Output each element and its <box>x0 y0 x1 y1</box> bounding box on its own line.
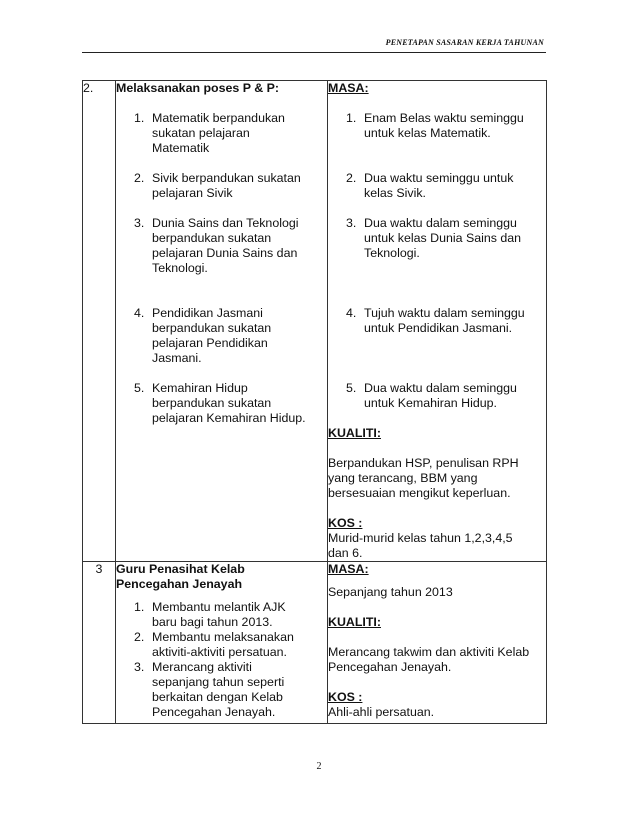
list-item <box>116 306 327 366</box>
target-cell <box>328 562 547 724</box>
item-line: Membantu melantik AJK <box>152 600 286 614</box>
item-line: pelajaran Kemahiran Hidup. <box>152 411 306 425</box>
list-item <box>328 306 546 336</box>
list-item <box>328 216 546 261</box>
item-line: aktiviti-aktiviti persatuan. <box>152 645 287 659</box>
item-line: Matematik berpandukan <box>152 111 285 125</box>
list-item <box>116 111 327 156</box>
masa-list <box>328 111 546 411</box>
item-line: Dunia Sains dan Teknologi <box>152 216 299 230</box>
item-number: 2. <box>346 171 357 185</box>
kualiti-label: KUALITI: <box>328 615 381 629</box>
kualiti-label: KUALITI: <box>328 426 381 440</box>
item-line: kelas Sivik. <box>364 186 426 200</box>
masa-label: MASA: <box>328 562 369 576</box>
page-number: 2 <box>316 761 322 772</box>
row-number: 2. <box>83 81 116 562</box>
item-number: 1. <box>134 111 145 125</box>
item-line: Tujuh waktu dalam seminggu <box>364 306 525 320</box>
list-item <box>328 171 546 201</box>
item-line: Sivik berpandukan sukatan <box>152 171 301 185</box>
item-line: baru bagi tahun 2013. <box>152 615 273 629</box>
item-number: 4. <box>134 306 145 320</box>
row-number: 3 <box>83 562 116 724</box>
text-line: bersesuaian mengikut keperluan. <box>328 486 511 500</box>
item-number: 3. <box>346 216 357 230</box>
item-line: berkaitan dengan Kelab <box>152 690 283 704</box>
list-item <box>116 660 327 720</box>
item-line: Membantu melaksanakan <box>152 630 294 644</box>
text-line: Merancang takwim dan aktiviti Kelab <box>328 645 530 659</box>
item-number: 5. <box>346 381 357 395</box>
activity-list <box>116 600 327 720</box>
item-line: Kemahiran Hidup <box>152 381 248 395</box>
list-item <box>328 381 546 411</box>
text-line: Pencegahan Jenayah. <box>328 660 452 674</box>
kualiti-text <box>328 456 546 501</box>
activity-list <box>116 111 327 426</box>
kos-label: KOS : <box>328 516 363 530</box>
item-number: 3. <box>134 216 145 230</box>
table-row <box>83 81 547 562</box>
item-line: Enam Belas waktu seminggu <box>364 111 524 125</box>
list-item <box>328 111 546 141</box>
item-line: berpandukan sukatan <box>152 321 272 335</box>
item-line: pelajaran Dunia Sains dan <box>152 246 298 260</box>
item-line: Pencegahan Jenayah. <box>152 705 276 719</box>
list-item <box>116 216 327 276</box>
activity-heading <box>116 562 327 592</box>
item-line: untuk kelas Dunia Sains dan <box>364 231 522 245</box>
masa-text: Sepanjang tahun 2013 <box>328 585 453 599</box>
text-line: Berpandukan HSP, penulisan RPH <box>328 456 519 470</box>
item-line: berpandukan sukatan <box>152 396 272 410</box>
item-line: Dua waktu seminggu untuk <box>364 171 514 185</box>
item-line: Jasmani. <box>152 351 202 365</box>
work-target-table <box>82 80 547 724</box>
list-item <box>116 600 327 630</box>
item-line: pelajaran Pendidikan <box>152 336 268 350</box>
item-line: Dua waktu dalam seminggu <box>364 216 517 230</box>
item-number: 5. <box>134 381 145 395</box>
item-line: Dua waktu dalam seminggu <box>364 381 517 395</box>
item-number: 1. <box>346 111 357 125</box>
table-row <box>83 562 547 724</box>
item-line: Merancang aktiviti <box>152 660 252 674</box>
item-line: pelajaran Sivik <box>152 186 233 200</box>
list-item <box>116 381 327 426</box>
kos-text: Ahli-ahli persatuan. <box>328 705 435 719</box>
kos-text <box>328 531 546 561</box>
item-line: untuk kelas Matematik. <box>364 126 491 140</box>
item-number: 1. <box>134 600 145 614</box>
activity-cell <box>116 81 328 562</box>
list-item <box>116 630 327 660</box>
kualiti-text <box>328 645 546 675</box>
item-line: Matematik <box>152 141 210 155</box>
item-line: untuk Kemahiran Hidup. <box>364 396 497 410</box>
text-line: dan 6. <box>328 546 363 560</box>
text-line: yang terancang, BBM yang <box>328 471 478 485</box>
kos-label: KOS : <box>328 690 363 704</box>
document-header-title: PENETAPAN SASARAN KERJA TAHUNAN <box>385 38 544 47</box>
item-line: sepanjang tahun seperti <box>152 675 285 689</box>
item-number: 2. <box>134 171 145 185</box>
activity-heading: Melaksanakan poses P & P: <box>116 81 279 95</box>
item-number: 3. <box>134 660 145 674</box>
item-line: Teknologi. <box>152 261 208 275</box>
list-item <box>116 171 327 201</box>
item-line: Teknologi. <box>364 246 420 260</box>
item-number: 4. <box>346 306 357 320</box>
item-line: berpandukan sukatan <box>152 231 272 245</box>
item-line: Pendidikan Jasmani <box>152 306 263 320</box>
item-line: sukatan pelajaran <box>152 126 250 140</box>
item-number: 2. <box>134 630 145 644</box>
activity-cell <box>116 562 328 724</box>
text-line: Murid-murid kelas tahun 1,2,3,4,5 <box>328 531 513 545</box>
item-line: untuk Pendidikan Jasmani. <box>364 321 513 335</box>
heading-line: Guru Penasihat Kelab <box>116 562 245 576</box>
target-cell <box>328 81 547 562</box>
heading-line: Pencegahan Jenayah <box>116 577 243 591</box>
header-rule <box>82 52 546 53</box>
masa-label: MASA: <box>328 81 369 95</box>
